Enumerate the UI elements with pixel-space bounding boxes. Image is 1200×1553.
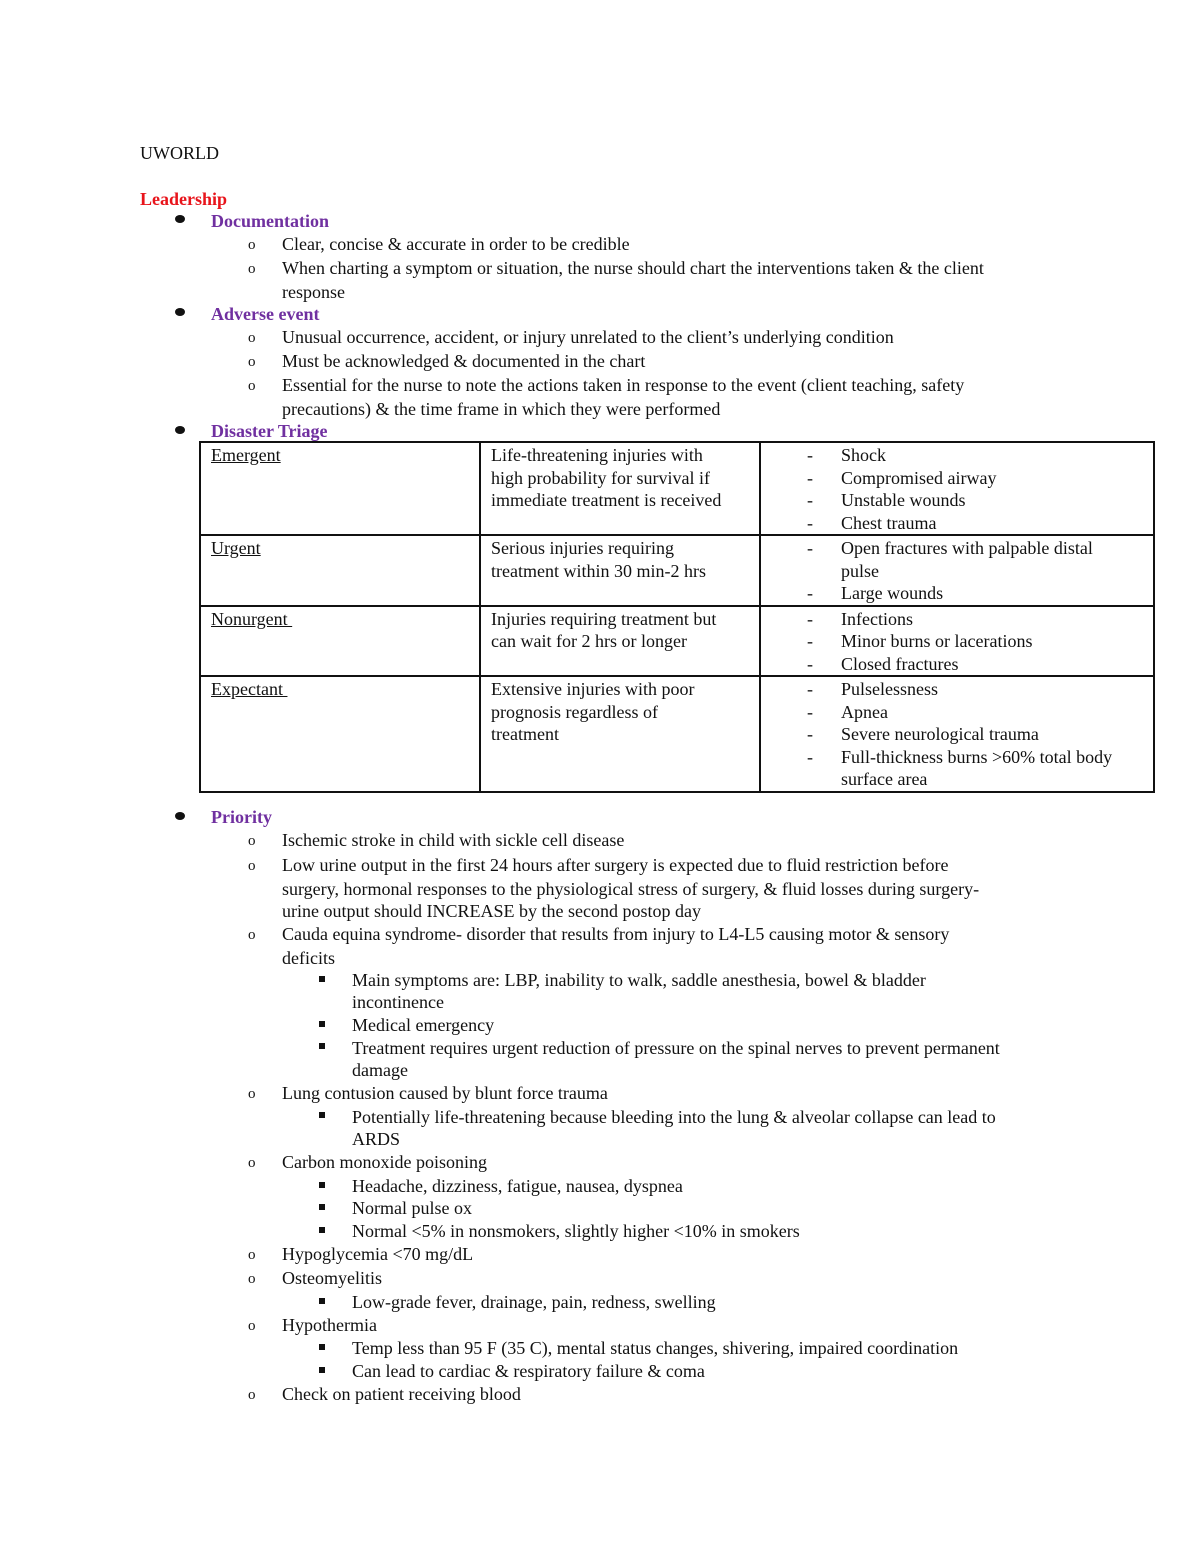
list-item: Main symptoms are: LBP, inability to walk, saddle anesthesia, bowel & bladder <box>352 970 926 990</box>
list-item-continued: response <box>282 282 345 302</box>
list-item-continued: precautions) & the time frame in which they were performed <box>282 399 721 419</box>
list-item: - Pulselessness <box>807 679 939 699</box>
triage-desc-line: can wait for 2 hrs or longer <box>491 631 687 651</box>
square-bullet-icon <box>319 1112 325 1118</box>
list-item: Normal pulse ox <box>352 1198 472 1218</box>
heading-disaster-triage: Disaster Triage <box>211 421 328 441</box>
sub-bullet-icon: o <box>248 237 256 253</box>
square-bullet-icon <box>319 976 325 982</box>
list-item: Must be acknowledged & documented in the chart <box>282 351 646 371</box>
list-item: Ischemic stroke in child with sickle cell disease <box>282 830 625 850</box>
sub-bullet-icon: o <box>248 1387 256 1403</box>
list-item: - Chest trauma <box>807 512 937 533</box>
heading-documentation: Documentation <box>211 211 329 231</box>
list-item: Low urine output in the first 24 hours after surgery is expected due to fluid restriction before <box>282 855 949 875</box>
dash-icon: - <box>807 512 813 533</box>
square-bullet-icon <box>319 1021 325 1027</box>
dash-icon: - <box>807 724 813 744</box>
triage-desc-line: treatment <box>491 724 559 744</box>
list-item-continued: deficits <box>282 948 335 968</box>
sub-bullet-icon: o <box>248 1086 256 1102</box>
dash-icon: - <box>807 467 813 488</box>
list-item: Treatment requires urgent reduction of pressure on the spinal nerves to prevent permanent <box>352 1038 1000 1058</box>
triage-desc-line: Serious injuries requiring <box>491 538 674 558</box>
list-item: Normal <5% in nonsmokers, slightly higher <10% in smokers <box>352 1221 800 1241</box>
list-item: Osteomyelitis <box>282 1268 382 1288</box>
table-row <box>200 676 1154 792</box>
list-item: - Compromised airway <box>807 467 997 488</box>
list-item: Hypothermia <box>282 1315 377 1335</box>
list-item: Low-grade fever, drainage, pain, redness, swelling <box>352 1292 716 1312</box>
list-item: Hypoglycemia <70 mg/dL <box>282 1244 474 1264</box>
dash-icon: - <box>807 653 813 674</box>
bullet-icon <box>175 215 185 223</box>
list-item: - Shock <box>807 445 886 465</box>
list-item-continued: incontinence <box>352 992 444 1012</box>
list-item: - Minor burns or lacerations <box>807 631 1033 651</box>
list-item: Cauda equina syndrome- disorder that results from injury to L4-L5 causing motor & sensory <box>282 924 950 944</box>
list-item: Unusual occurrence, accident, or injury unrelated to the client’s underlying condition <box>282 327 894 347</box>
sub-bullet-icon: o <box>248 1271 256 1287</box>
list-item: Carbon monoxide poisoning <box>282 1152 487 1172</box>
list-item: Can lead to cardiac & respiratory failure & coma <box>352 1361 705 1381</box>
square-bullet-icon <box>319 1344 325 1350</box>
list-item-continued: urine output should INCREASE by the second postop day <box>282 901 701 921</box>
list-item: Temp less than 95 F (35 C), mental status changes, shivering, impaired coordination <box>352 1338 959 1358</box>
list-item: - Apnea <box>807 701 888 722</box>
square-bullet-icon <box>319 1298 325 1304</box>
triage-desc-line: Injuries requiring treatment but <box>491 608 717 629</box>
dash-icon: - <box>807 583 813 603</box>
dash-icon: - <box>807 701 813 722</box>
list-item: Clear, concise & accurate in order to be credible <box>282 234 630 254</box>
sub-bullet-icon: o <box>248 261 256 277</box>
document-title: UWORLD <box>140 143 219 163</box>
square-bullet-icon <box>319 1204 325 1210</box>
list-item: Medical emergency <box>352 1015 495 1035</box>
square-bullet-icon <box>319 1227 325 1233</box>
triage-level: Nonurgent <box>211 608 293 629</box>
dash-icon: - <box>807 490 813 510</box>
list-item: - Closed fractures <box>807 653 959 674</box>
square-bullet-icon <box>319 1043 325 1049</box>
triage-desc-line: treatment within 30 min-2 hrs <box>491 560 706 581</box>
sub-bullet-icon: o <box>248 833 256 849</box>
triage-desc-line: prognosis regardless of <box>491 701 658 722</box>
triage-level: Urgent <box>211 538 261 558</box>
list-item: When charting a symptom or situation, the nurse should chart the interventions taken & the client <box>282 258 984 278</box>
dash-icon: - <box>807 445 813 465</box>
triage-level: Expectant <box>211 679 288 699</box>
dash-icon: - <box>807 746 813 767</box>
list-item: - Large wounds <box>807 583 944 603</box>
sub-bullet-icon: o <box>248 1318 256 1334</box>
table-row <box>200 535 1154 606</box>
bullet-icon <box>175 308 185 316</box>
triage-desc-line: Extensive injuries with poor <box>491 679 695 699</box>
list-item: - Severe neurological trauma <box>807 724 1039 744</box>
list-item: Potentially life-threatening because bleeding into the lung & alveolar collapse can lead to <box>352 1107 996 1127</box>
dash-icon: - <box>807 538 813 558</box>
list-item: Check on patient receiving blood <box>282 1384 521 1404</box>
triage-level: Emergent <box>211 445 281 465</box>
table-row <box>200 442 1154 535</box>
sub-bullet-icon: o <box>248 927 256 943</box>
heading-priority: Priority <box>211 807 272 827</box>
triage-table <box>199 441 1155 793</box>
heading-adverse-event: Adverse event <box>211 304 320 324</box>
list-item: Headache, dizziness, fatigue, nausea, dyspnea <box>352 1176 683 1196</box>
list-item-continued: damage <box>352 1060 408 1080</box>
triage-desc-line: Life-threatening injuries with <box>491 445 703 465</box>
list-item: - Infections <box>807 608 913 629</box>
list-item: Lung contusion caused by blunt force trauma <box>282 1083 608 1103</box>
list-item-continued: ARDS <box>352 1129 401 1149</box>
sub-bullet-icon: o <box>248 1247 256 1263</box>
sub-bullet-icon: o <box>248 354 256 370</box>
sub-bullet-icon: o <box>248 378 256 394</box>
dash-icon: - <box>807 631 813 651</box>
dash-icon: - <box>807 608 813 629</box>
list-item-continued: surgery, hormonal responses to the physiological stress of surgery, & fluid losses during surgery- <box>282 879 980 899</box>
bullet-icon <box>175 426 185 434</box>
dash-icon: - <box>807 679 813 699</box>
square-bullet-icon <box>319 1182 325 1188</box>
triage-desc-line: high probability for survival if <box>491 467 710 488</box>
sub-bullet-icon: o <box>248 1155 256 1171</box>
list-item: - Full-thickness burns >60% total body surface area <box>807 746 1113 789</box>
section-heading-leadership: Leadership <box>140 189 228 209</box>
bullet-icon <box>175 812 185 820</box>
sub-bullet-icon: o <box>248 858 256 874</box>
sub-bullet-icon: o <box>248 330 256 346</box>
list-item: - Open fractures with palpable distal pulse <box>807 538 1093 581</box>
list-item: Essential for the nurse to note the actions taken in response to the event (client teaching, safety <box>282 375 965 395</box>
square-bullet-icon <box>319 1367 325 1373</box>
triage-desc-line: immediate treatment is received <box>491 490 722 510</box>
table-row <box>200 606 1154 677</box>
list-item: - Unstable wounds <box>807 490 966 510</box>
